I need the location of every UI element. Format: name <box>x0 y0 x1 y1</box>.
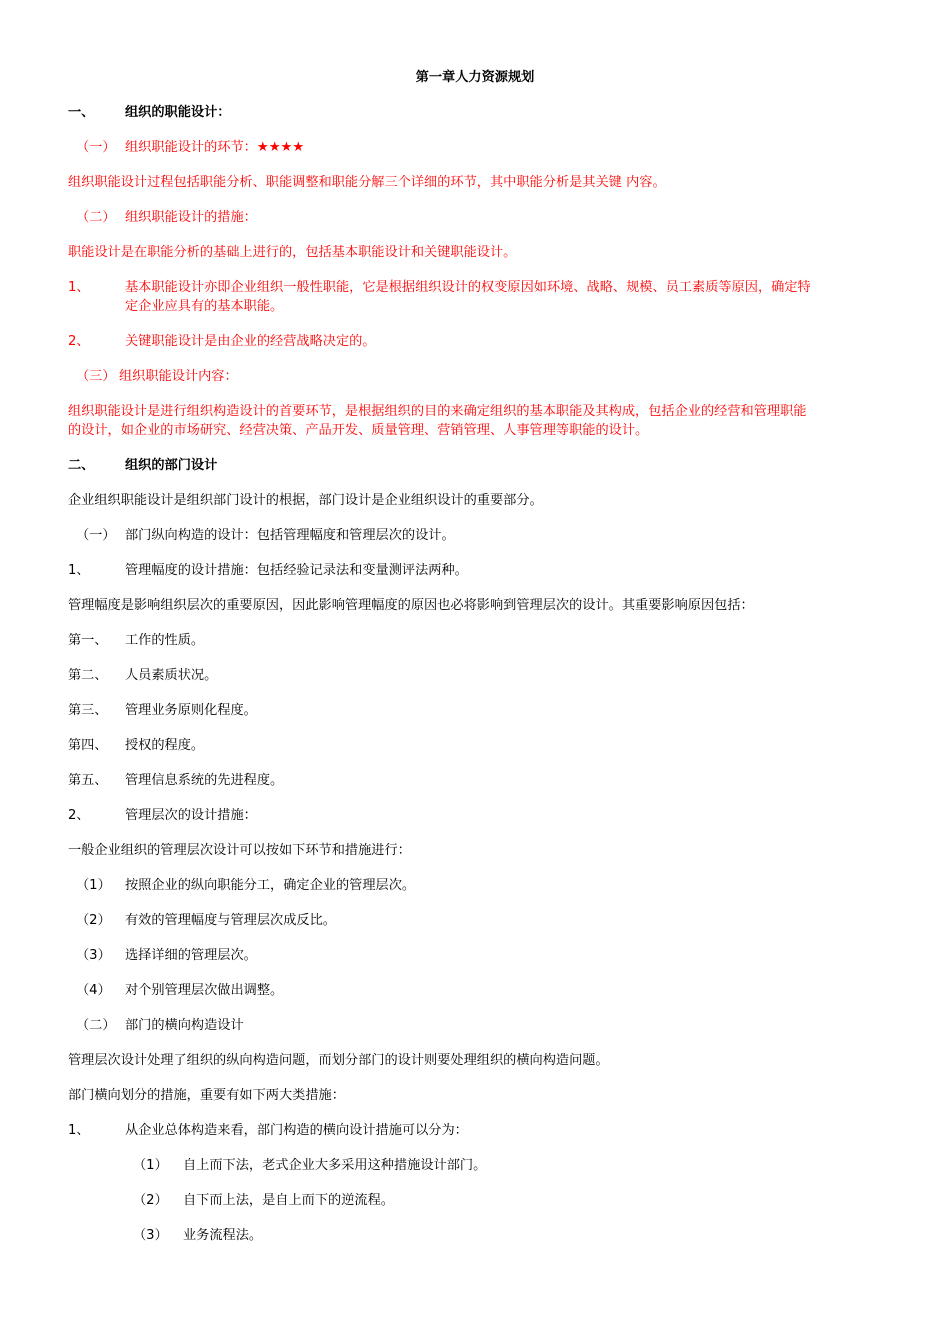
subsection-title: 组织职能设计的环节：★★★★ <box>125 140 305 155</box>
section-title: 组织的职能设计： <box>125 105 231 120</box>
factor-number: 第二、 <box>68 668 108 683</box>
paragraph: 职能设计是在职能分析的基础上进行的，包括基本职能设计和关键职能设计。 <box>68 245 517 260</box>
list-item-text: 从企业总体构造来看，部门构造的横向设计措施可以分为： <box>125 1123 468 1138</box>
step-number: （2） <box>76 913 111 928</box>
step-text: 按照企业的纵向职能分工，确定企业的管理层次。 <box>125 878 416 893</box>
paragraph-line: 的设计，如企业的市场研究、经营决策、产品开发、质量管理、营销管理、人事管理等职能的设计。 <box>68 423 649 438</box>
subsection-number: （三） <box>76 369 116 384</box>
list-number: 2、 <box>68 808 90 823</box>
list-item-text: 关键职能设计是由企业的经营战略决定的。 <box>125 334 376 349</box>
factor-text: 人员素质状况。 <box>125 668 218 683</box>
list-number: 2、 <box>68 334 90 349</box>
section-number: 一、 <box>68 105 95 120</box>
list-item-text: 管理层次的设计措施： <box>125 808 257 823</box>
method-text: 自上而下法，老式企业大多采用这种措施设计部门。 <box>183 1158 487 1173</box>
subsection-number: （二） <box>76 210 116 225</box>
subsection-title: 组织职能设计的措施： <box>125 210 257 225</box>
list-number: 1、 <box>68 1123 90 1138</box>
method-text: 业务流程法。 <box>183 1228 263 1243</box>
subsection-title: 部门的横向构造设计 <box>125 1018 244 1033</box>
paragraph: 管理层次设计处理了组织的纵向构造问题，而划分部门的设计则要处理组织的横向构造问题。 <box>68 1053 609 1068</box>
list-item-text: 基本职能设计亦即企业组织一般性职能，它是根据组织设计的权变原因如环境、战略、规模、员工素质等原因，确定特 <box>125 280 811 295</box>
subsection-number: （一） <box>76 528 116 543</box>
factor-text: 管理信息系统的先进程度。 <box>125 773 284 788</box>
paragraph: 企业组织职能设计是组织部门设计的根据，部门设计是企业组织设计的重要部分。 <box>68 493 543 508</box>
paragraph-line: 组织职能设计是进行组织构造设计的首要环节，是根据组织的目的来确定组织的基本职能及其构成，包括企业的经营和管理职能 <box>68 404 807 419</box>
list-number: 1、 <box>68 563 90 578</box>
list-item-text-cont: 定企业应具有的基本职能。 <box>125 299 284 314</box>
method-number: （2） <box>133 1193 168 1208</box>
subsection-number: （二） <box>76 1018 116 1033</box>
section-title: 组织的部门设计 <box>125 458 218 473</box>
factor-text: 授权的程度。 <box>125 738 205 753</box>
list-item-text: 管理幅度的设计措施：包括经验记录法和变量测评法两种。 <box>125 563 468 578</box>
factor-number: 第五、 <box>68 773 108 788</box>
step-number: （4） <box>76 983 111 998</box>
page-title: 第一章人力资源规划 <box>415 70 535 85</box>
subsection-title: 组织职能设计内容： <box>119 369 238 384</box>
factor-text: 工作的性质。 <box>125 633 205 648</box>
subsection-number: （一） <box>76 140 116 155</box>
paragraph: 部门横向划分的措施，重要有如下两大类措施： <box>68 1088 345 1103</box>
paragraph: 组织职能设计过程包括职能分析、职能调整和职能分解三个详细的环节，其中职能分析是其关键 内容。 <box>68 175 666 190</box>
method-number: （1） <box>133 1158 168 1173</box>
list-number: 1、 <box>68 280 90 295</box>
paragraph: 一般企业组织的管理层次设计可以按如下环节和措施进行： <box>68 843 411 858</box>
factor-text: 管理业务原则化程度。 <box>125 703 257 718</box>
step-number: （3） <box>76 948 111 963</box>
method-text: 自下而上法，是自上而下的逆流程。 <box>183 1193 394 1208</box>
factor-number: 第三、 <box>68 703 108 718</box>
section-number: 二、 <box>68 458 95 473</box>
paragraph: 管理幅度是影响组织层次的重要原因，因此影响管理幅度的原因也必将影响到管理层次的设计。其重要影响原因包括： <box>68 598 754 613</box>
step-text: 有效的管理幅度与管理层次成反比。 <box>125 913 336 928</box>
factor-number: 第四、 <box>68 738 108 753</box>
subsection-title: 部门纵向构造的设计：包括管理幅度和管理层次的设计。 <box>125 528 455 543</box>
factor-number: 第一、 <box>68 633 108 648</box>
method-number: （3） <box>133 1228 168 1243</box>
step-number: （1） <box>76 878 111 893</box>
step-text: 选择详细的管理层次。 <box>125 948 257 963</box>
step-text: 对个别管理层次做出调整。 <box>125 983 284 998</box>
